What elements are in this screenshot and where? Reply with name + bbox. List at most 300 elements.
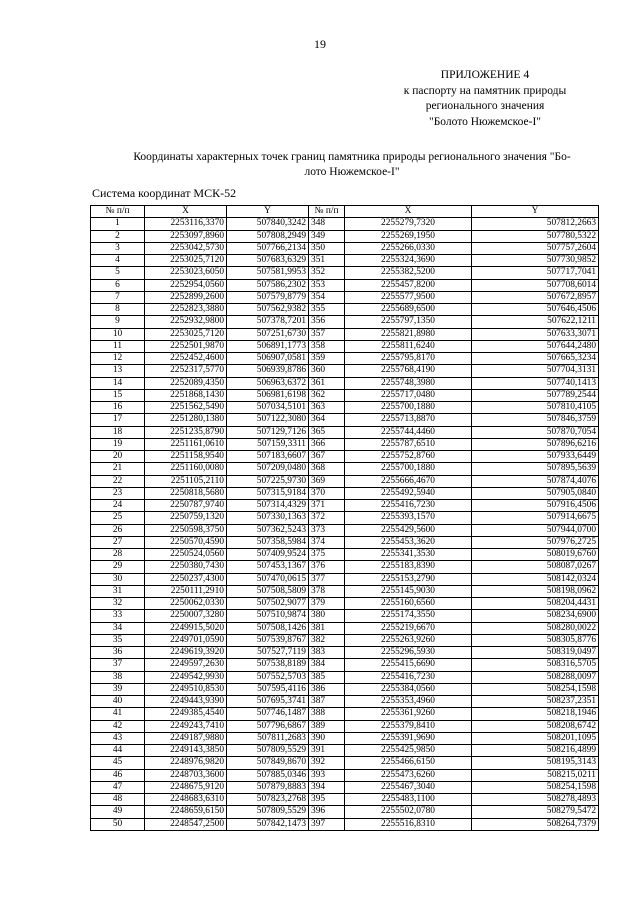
point-number: 45: [91, 757, 145, 769]
coordinates-table: [90, 205, 599, 831]
point-number: 362: [309, 389, 345, 401]
x-value: 2255797,1350: [345, 316, 472, 328]
point-number: 49: [91, 806, 145, 818]
point-number: 366: [309, 438, 345, 450]
table-row: [91, 769, 599, 781]
point-number: 351: [309, 255, 345, 267]
x-value: 2250524,0560: [145, 549, 227, 561]
table-row: [91, 365, 599, 377]
point-number: 353: [309, 279, 345, 291]
table-row: [91, 475, 599, 487]
x-value: 2249542,9930: [145, 671, 227, 683]
point-number: 379: [309, 598, 345, 610]
y-value: 507810,4105: [472, 402, 599, 414]
y-value: 507846,3759: [472, 414, 599, 426]
x-value: 2249619,3920: [145, 647, 227, 659]
x-value: 2255269,1950: [345, 230, 472, 242]
table-row: [91, 500, 599, 512]
x-value: 2255174,3550: [345, 610, 472, 622]
x-value: 2255384,0560: [345, 683, 472, 695]
y-value: 508215,0211: [472, 769, 599, 781]
y-value: 507159,3311: [227, 438, 309, 450]
table-row: [91, 647, 599, 659]
point-number: 393: [309, 769, 345, 781]
x-value: 2252452,4600: [145, 353, 227, 365]
point-number: 9: [91, 316, 145, 328]
y-value: 507683,6329: [227, 255, 309, 267]
table-row: [91, 451, 599, 463]
point-number: 47: [91, 781, 145, 793]
point-number: 372: [309, 512, 345, 524]
point-number: 11: [91, 340, 145, 352]
y-value: 508279,5472: [472, 806, 599, 818]
x-value: 2255700,1880: [345, 463, 472, 475]
y-value: 507622,1211: [472, 316, 599, 328]
x-value: 2251868,1430: [145, 389, 227, 401]
y-value: 507933,6449: [472, 451, 599, 463]
header-y: Y: [227, 206, 309, 218]
y-value: 507780,5322: [472, 230, 599, 242]
table-row: [91, 304, 599, 316]
x-value: 2255752,8760: [345, 451, 472, 463]
point-number: 26: [91, 524, 145, 536]
x-value: 2255145,9030: [345, 585, 472, 597]
y-value: 507470,0615: [227, 573, 309, 585]
title-line: Координаты характерных точек границ памятника природы регионального значения "Бо-: [133, 151, 571, 163]
y-value: 507695,3741: [227, 696, 309, 708]
x-value: 2255467,3040: [345, 781, 472, 793]
point-number: 8: [91, 304, 145, 316]
table-row: [91, 524, 599, 536]
x-value: 2251280,1380: [145, 414, 227, 426]
x-value: 2255821,8980: [345, 328, 472, 340]
table-row: [91, 659, 599, 671]
table-row: [91, 634, 599, 646]
table-row: [91, 512, 599, 524]
y-value: 507538,8189: [227, 659, 309, 671]
y-value: 507914,6675: [472, 512, 599, 524]
y-value: 507808,2949: [227, 230, 309, 242]
y-value: 507122,3080: [227, 414, 309, 426]
y-value: 508305,8776: [472, 634, 599, 646]
table-row: [91, 818, 599, 830]
y-value: 507502,9077: [227, 598, 309, 610]
x-value: 2250759,1320: [145, 512, 227, 524]
point-number: 388: [309, 708, 345, 720]
x-value: 2251235,8790: [145, 426, 227, 438]
point-number: 380: [309, 610, 345, 622]
y-value: 507708,6014: [472, 279, 599, 291]
y-value: 507562,9382: [227, 304, 309, 316]
point-number: 30: [91, 573, 145, 585]
point-number: 381: [309, 622, 345, 634]
point-number: 37: [91, 659, 145, 671]
y-value: 508237,2351: [472, 696, 599, 708]
point-number: 365: [309, 426, 345, 438]
point-number: 395: [309, 794, 345, 806]
y-value: 507315,9184: [227, 487, 309, 499]
point-number: 384: [309, 659, 345, 671]
y-value: 508254,1598: [472, 781, 599, 793]
x-value: 2249597,2630: [145, 659, 227, 671]
y-value: 508198,0962: [472, 585, 599, 597]
y-value: 508201,1095: [472, 732, 599, 744]
point-number: 375: [309, 549, 345, 561]
y-value: 507809,5529: [227, 745, 309, 757]
y-value: 507896,6216: [472, 438, 599, 450]
y-value: 507358,5984: [227, 536, 309, 548]
x-value: 2252823,3880: [145, 304, 227, 316]
y-value: 507633,3071: [472, 328, 599, 340]
y-value: 507409,9524: [227, 549, 309, 561]
x-value: 2255492,5940: [345, 487, 472, 499]
y-value: 507895,5639: [472, 463, 599, 475]
x-value: 2255457,8200: [345, 279, 472, 291]
header-y: Y: [472, 206, 599, 218]
y-value: 507879,8883: [227, 781, 309, 793]
point-number: 363: [309, 402, 345, 414]
point-number: 7: [91, 291, 145, 303]
x-value: 2250787,9740: [145, 500, 227, 512]
y-value: 506981,6198: [227, 389, 309, 401]
y-value: 507740,1413: [472, 377, 599, 389]
point-number: 36: [91, 647, 145, 659]
x-value: 2250111,2910: [145, 585, 227, 597]
x-value: 2255279,7320: [345, 218, 472, 230]
y-value: 507766,2134: [227, 242, 309, 254]
y-value: 507579,8779: [227, 291, 309, 303]
table-row: [91, 781, 599, 793]
y-value: 507378,7201: [227, 316, 309, 328]
point-number: 387: [309, 696, 345, 708]
y-value: 507809,5529: [227, 806, 309, 818]
point-number: 3: [91, 242, 145, 254]
table-row: [91, 536, 599, 548]
x-value: 2252317,5770: [145, 365, 227, 377]
point-number: 367: [309, 451, 345, 463]
x-value: 2250237,4300: [145, 573, 227, 585]
x-value: 2255483,1100: [345, 794, 472, 806]
table-row: [91, 426, 599, 438]
x-value: 2255266,0330: [345, 242, 472, 254]
x-value: 2251562,5490: [145, 402, 227, 414]
point-number: 33: [91, 610, 145, 622]
y-value: 507527,7119: [227, 647, 309, 659]
point-number: 29: [91, 561, 145, 573]
table-row: [91, 732, 599, 744]
point-number: 350: [309, 242, 345, 254]
x-value: 2255700,1880: [345, 402, 472, 414]
y-value: 506891,1773: [227, 340, 309, 352]
point-number: 356: [309, 316, 345, 328]
x-value: 2248675,9120: [145, 781, 227, 793]
x-value: 2249915,5020: [145, 622, 227, 634]
x-value: 2250007,3280: [145, 610, 227, 622]
appendix-header: [380, 68, 590, 130]
x-value: 2252932,9800: [145, 316, 227, 328]
x-value: 2255717,0480: [345, 389, 472, 401]
x-value: 2250818,5680: [145, 487, 227, 499]
x-value: 2251160,0080: [145, 463, 227, 475]
point-number: 396: [309, 806, 345, 818]
y-value: 507508,5809: [227, 585, 309, 597]
point-number: 13: [91, 365, 145, 377]
point-number: 391: [309, 745, 345, 757]
y-value: 507874,4076: [472, 475, 599, 487]
x-value: 2249443,9390: [145, 696, 227, 708]
x-value: 2255516,8310: [345, 818, 472, 830]
x-value: 2255263,9260: [345, 634, 472, 646]
point-number: 348: [309, 218, 345, 230]
y-value: 507362,5243: [227, 524, 309, 536]
x-value: 2255415,6690: [345, 659, 472, 671]
x-value: 2255429,5600: [345, 524, 472, 536]
point-number: 27: [91, 536, 145, 548]
x-value: 2255811,6240: [345, 340, 472, 352]
y-value: 507870,7054: [472, 426, 599, 438]
y-value: 506963,6372: [227, 377, 309, 389]
table-row: [91, 218, 599, 230]
title-line: лото Нюжемское-I": [304, 166, 400, 178]
point-number: 20: [91, 451, 145, 463]
point-number: 24: [91, 500, 145, 512]
point-number: 390: [309, 732, 345, 744]
point-number: 50: [91, 818, 145, 830]
y-value: 507183,6607: [227, 451, 309, 463]
document-title: [92, 150, 612, 180]
x-value: 2248683,6310: [145, 794, 227, 806]
y-value: 508278,4893: [472, 794, 599, 806]
x-value: 2255748,3980: [345, 377, 472, 389]
y-value: 507849,8670: [227, 757, 309, 769]
y-value: 507796,6867: [227, 720, 309, 732]
y-value: 508319,0497: [472, 647, 599, 659]
point-number: 364: [309, 414, 345, 426]
y-value: 508254,1598: [472, 683, 599, 695]
x-value: 2255502,0780: [345, 806, 472, 818]
y-value: 508195,3143: [472, 757, 599, 769]
y-value: 507730,9852: [472, 255, 599, 267]
point-number: 4: [91, 255, 145, 267]
point-number: 31: [91, 585, 145, 597]
y-value: 507453,1367: [227, 561, 309, 573]
x-value: 2255744,4460: [345, 426, 472, 438]
point-number: 358: [309, 340, 345, 352]
table-row: [91, 414, 599, 426]
y-value: 507789,2544: [472, 389, 599, 401]
table-row: [91, 622, 599, 634]
y-value: 507508,1426: [227, 622, 309, 634]
point-number: 38: [91, 671, 145, 683]
y-value: 507510,9874: [227, 610, 309, 622]
table-row: [91, 720, 599, 732]
x-value: 2255689,6500: [345, 304, 472, 316]
x-value: 2255153,2790: [345, 573, 472, 585]
x-value: 2255425,9850: [345, 745, 472, 757]
table-row: [91, 291, 599, 303]
x-value: 2255219,6670: [345, 622, 472, 634]
x-value: 2251161,0610: [145, 438, 227, 450]
point-number: 376: [309, 561, 345, 573]
table-row: [91, 242, 599, 254]
table-row: [91, 549, 599, 561]
point-number: 385: [309, 671, 345, 683]
x-value: 2255160,6560: [345, 598, 472, 610]
x-value: 2248659,6150: [145, 806, 227, 818]
point-number: 389: [309, 720, 345, 732]
table-row: [91, 585, 599, 597]
x-value: 2253023,6050: [145, 267, 227, 279]
point-number: 22: [91, 475, 145, 487]
appendix-line: "Болото Нюжемское-I": [429, 115, 541, 128]
x-value: 2255391,9690: [345, 732, 472, 744]
x-value: 2248976,9820: [145, 757, 227, 769]
x-value: 2249385,4540: [145, 708, 227, 720]
point-number: 43: [91, 732, 145, 744]
table-row: [91, 230, 599, 242]
table-body: [91, 218, 599, 831]
point-number: 41: [91, 708, 145, 720]
point-number: 40: [91, 696, 145, 708]
y-value: 507539,8767: [227, 634, 309, 646]
x-value: 2255795,8170: [345, 353, 472, 365]
x-value: 2255361,9260: [345, 708, 472, 720]
point-number: 6: [91, 279, 145, 291]
table-row: [91, 316, 599, 328]
point-number: 5: [91, 267, 145, 279]
point-number: 16: [91, 402, 145, 414]
y-value: 507665,3234: [472, 353, 599, 365]
y-value: 508218,1946: [472, 708, 599, 720]
y-value: 507717,7041: [472, 267, 599, 279]
point-number: 48: [91, 794, 145, 806]
y-value: 507646,4506: [472, 304, 599, 316]
header-num: № п/п: [309, 206, 345, 218]
y-value: 507757,2604: [472, 242, 599, 254]
y-value: 507811,2683: [227, 732, 309, 744]
y-value: 508204,4431: [472, 598, 599, 610]
x-value: 2255353,4960: [345, 696, 472, 708]
x-value: 2249187,9880: [145, 732, 227, 744]
table-row: [91, 610, 599, 622]
x-value: 2255416,7230: [345, 671, 472, 683]
point-number: 349: [309, 230, 345, 242]
y-value: 508280,0022: [472, 622, 599, 634]
x-value: 2255341,3530: [345, 549, 472, 561]
table-row: [91, 708, 599, 720]
y-value: 507034,5101: [227, 402, 309, 414]
table-row: [91, 561, 599, 573]
y-value: 507976,2725: [472, 536, 599, 548]
point-number: 360: [309, 365, 345, 377]
y-value: 506939,8786: [227, 365, 309, 377]
y-value: 507586,2302: [227, 279, 309, 291]
y-value: 507330,1363: [227, 512, 309, 524]
table-row: [91, 757, 599, 769]
x-value: 2250380,7430: [145, 561, 227, 573]
x-value: 2251158,9540: [145, 451, 227, 463]
table-row: [91, 377, 599, 389]
y-value: 508234,6900: [472, 610, 599, 622]
x-value: 2253025,7120: [145, 328, 227, 340]
x-value: 2252501,9870: [145, 340, 227, 352]
x-value: 2252954,0560: [145, 279, 227, 291]
point-number: 17: [91, 414, 145, 426]
x-value: 2251105,2110: [145, 475, 227, 487]
table-row: [91, 696, 599, 708]
x-value: 2249701,0590: [145, 634, 227, 646]
y-value: 507842,1473: [227, 818, 309, 830]
y-value: 507746,1487: [227, 708, 309, 720]
x-value: 2255382,5200: [345, 267, 472, 279]
table-row: [91, 683, 599, 695]
table-row: [91, 573, 599, 585]
x-value: 2253097,8960: [145, 230, 227, 242]
table-row: [91, 745, 599, 757]
x-value: 2252899,2600: [145, 291, 227, 303]
point-number: 14: [91, 377, 145, 389]
x-value: 2255787,6510: [345, 438, 472, 450]
table-row: [91, 438, 599, 450]
point-number: 368: [309, 463, 345, 475]
table-row: [91, 671, 599, 683]
x-value: 2255393,1570: [345, 512, 472, 524]
y-value: 507916,4506: [472, 500, 599, 512]
y-value: 507823,2768: [227, 794, 309, 806]
point-number: 354: [309, 291, 345, 303]
y-value: 507644,2480: [472, 340, 599, 352]
table-row: [91, 267, 599, 279]
point-number: 394: [309, 781, 345, 793]
point-number: 378: [309, 585, 345, 597]
x-value: 2249510,8530: [145, 683, 227, 695]
point-number: 352: [309, 267, 345, 279]
y-value: 508264,7379: [472, 818, 599, 830]
y-value: 508142,0324: [472, 573, 599, 585]
point-number: 10: [91, 328, 145, 340]
table-header-row: [91, 206, 599, 218]
point-number: 374: [309, 536, 345, 548]
x-value: 2255379,8410: [345, 720, 472, 732]
y-value: 506907,0581: [227, 353, 309, 365]
table-row: [91, 328, 599, 340]
y-value: 508208,6742: [472, 720, 599, 732]
table-row: [91, 279, 599, 291]
point-number: 2: [91, 230, 145, 242]
table-row: [91, 389, 599, 401]
table-row: [91, 598, 599, 610]
table-row: [91, 806, 599, 818]
point-number: 32: [91, 598, 145, 610]
x-value: 2255183,8390: [345, 561, 472, 573]
y-value: 507595,4116: [227, 683, 309, 695]
table-row: [91, 402, 599, 414]
point-number: 370: [309, 487, 345, 499]
point-number: 383: [309, 647, 345, 659]
point-number: 15: [91, 389, 145, 401]
x-value: 2255324,3690: [345, 255, 472, 267]
point-number: 21: [91, 463, 145, 475]
x-value: 2255453,3620: [345, 536, 472, 548]
x-value: 2255666,4670: [345, 475, 472, 487]
x-value: 2249243,7410: [145, 720, 227, 732]
header-x: X: [345, 206, 472, 218]
y-value: 507840,3242: [227, 218, 309, 230]
point-number: 19: [91, 438, 145, 450]
coordinate-system-label: Система координат МСК-52: [92, 186, 237, 200]
header-x: X: [145, 206, 227, 218]
y-value: 507129,7126: [227, 426, 309, 438]
